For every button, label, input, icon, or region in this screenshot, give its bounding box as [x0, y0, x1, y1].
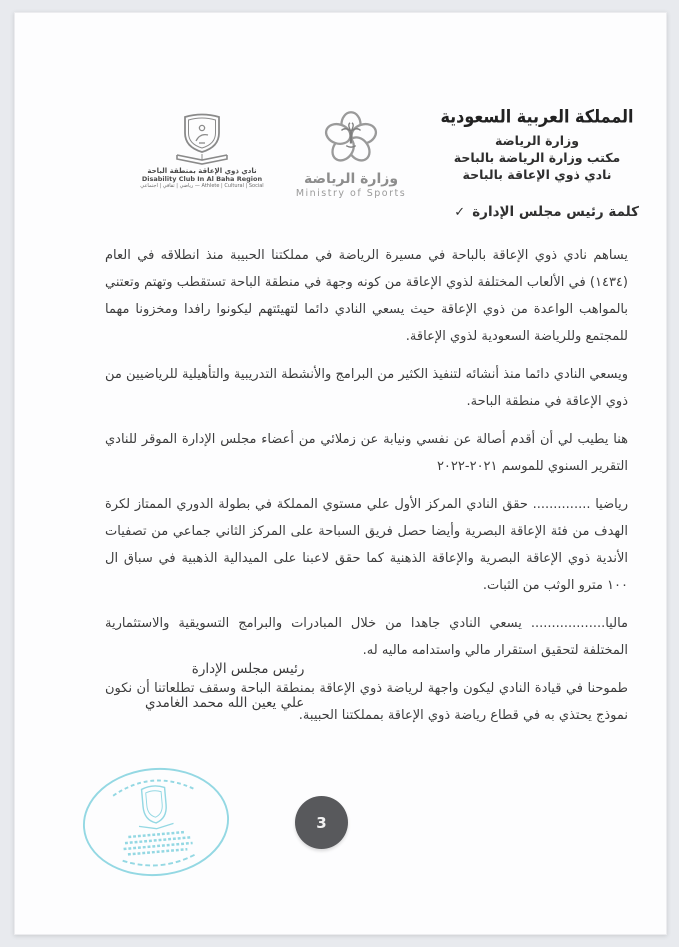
paragraph-finance: ماليا.................. يسعي النادي جاهدا من خلال المبادرات والبرامج التسويقية والاستثمارية المختلفة لتحقيق استقرار مالي واستدامه ماليه له. [105, 616, 628, 658]
document-page [14, 12, 667, 935]
club-logo-name-ar: نادي ذوي الإعاقة بمنطقة الباحة [147, 167, 257, 175]
ministry-flower-icon [308, 111, 394, 169]
page-number-badge [295, 796, 348, 849]
letterhead-club: نادي ذوي الإعاقة بالباحة [462, 167, 612, 182]
letterhead [432, 107, 642, 183]
page-number: 3 [316, 813, 327, 832]
club-crest-icon [159, 113, 245, 165]
section-title-row [454, 204, 639, 220]
kingdom-calligraphy: المملكة العربية السعودية [440, 105, 634, 128]
club-logo [137, 113, 267, 189]
club-logo-tagline: رياضي | ثقافي | اجتماعي — Athlete | Cultural | Social [140, 183, 264, 189]
club-logo-name-en: Disability Club In Al Baha Region [141, 175, 263, 183]
paragraph-programs: ويسعي النادي دائما منذ أنشائه لتنفيذ الكثير من البرامج والأنشطة التدريبية والتأهيلية للرياضيين من ذوي الإعاقة في منطقة الباحة. [105, 367, 628, 409]
paragraph-intro: يساهم نادي ذوي الإعاقة بالباحة في مسيرة الرياضة في مملكتنا الحبيبة منذ انطلاقه في العام (١٤٣٤) في الألعاب المختلفة لذوي الإعاقة من كونه وجهة في منطقة الباحة تستقطب وتهتم وتعتني بالمواهب الواعدة من ذوي الإعاقة حيث يسعي النادي دائما لتهيئتهم ليكونوا رافدا ومخزونا مهما للمجتمع وللرياضة السعودية لذوي الإعاقة. [105, 248, 628, 344]
ministry-logo [285, 111, 417, 199]
letterhead-office: مكتب وزارة الرياضة بالباحة [453, 150, 621, 165]
letterhead-ministry: وزارة الرياضة [495, 133, 579, 148]
signature-block [145, 661, 304, 711]
signature-name: علي يعين الله محمد الغامدي [145, 695, 305, 711]
paragraph-ambition: طموحنا في قيادة النادي ليكون واجهة لرياضة ذوي الإعاقة بمنطقة الباحة وسقف تطلعاتنا أن نكون نموذج يحتذي به في قطاع رياضة ذوي الإعاقة بمملكتنا الحبيبة. [105, 681, 628, 723]
ministry-logo-name-en: Ministry of Sports [295, 188, 407, 199]
signature-role: رئيس مجلس الإدارة [191, 661, 305, 677]
ministry-logo-name-ar: وزارة الرياضة [303, 171, 399, 187]
checkmark-icon: ✓ [454, 204, 466, 220]
paragraph-report: هنا يطيب لي أن أقدم أصالة عن نفسي ونيابة عن زملائي من أعضاء مجلس الإدارة الموقر للنادي التقرير السنوي للموسم ٢٠٢١-٢٠٢٢ [105, 432, 628, 474]
club-stamp [74, 759, 237, 886]
section-title: كلمة رئيس مجلس الإدارة [472, 204, 639, 220]
paragraph-sports: رياضيا .............. حقق النادي المركز الأول علي مستوي المملكة في بطولة الدوري الممتاز لكرة الهدف من فئة الإعاقة البصرية وأيضا حصل فريق السباحة على المركز الثاني جماعي من تصفيات الأندية ذوي الإعاقة البصرية والإعاقة الذهنية كما حقق لاعبنا على الميدالية الذهبية في سباق ال ١٠٠ مترو الوثب من الثبات. [105, 497, 628, 593]
